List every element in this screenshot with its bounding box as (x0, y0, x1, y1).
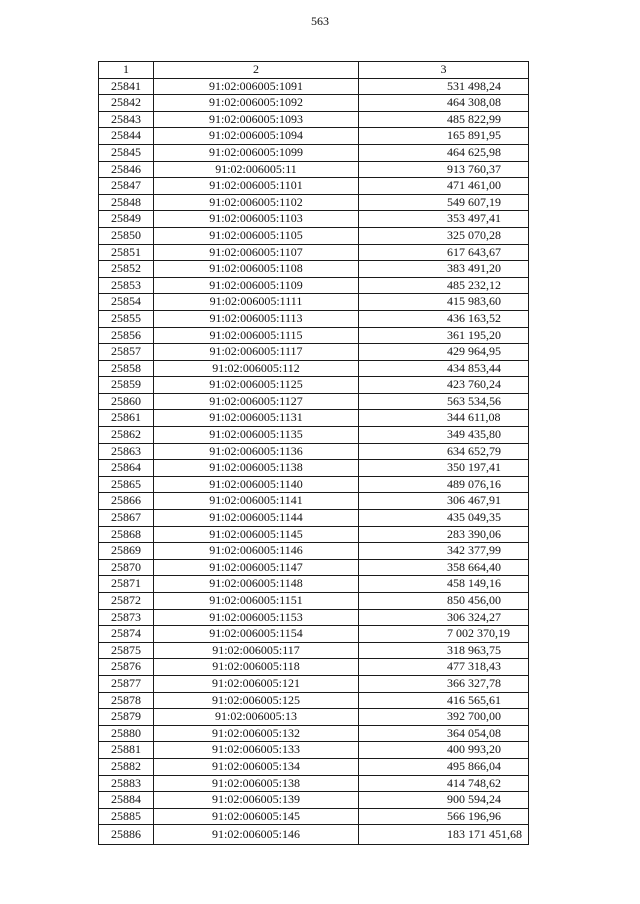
row-number-cell: 25855 (99, 310, 154, 327)
table-row (99, 709, 529, 726)
cadastral-number-cell: 91:02:006005:138 (154, 775, 359, 792)
table-row (99, 261, 529, 278)
table-row (99, 510, 529, 527)
table-row (99, 227, 529, 244)
data-table (98, 61, 529, 845)
row-number-cell: 25880 (99, 725, 154, 742)
table-row (99, 128, 529, 145)
value-cell: 325 070,28 (359, 227, 529, 244)
value-cell: 634 652,79 (359, 443, 529, 460)
table-row (99, 194, 529, 211)
value-cell: 531 498,24 (359, 78, 529, 95)
row-number-cell: 25850 (99, 227, 154, 244)
table-row (99, 211, 529, 228)
row-number-cell: 25852 (99, 261, 154, 278)
row-number-cell: 25871 (99, 576, 154, 593)
value-cell: 392 700,00 (359, 709, 529, 726)
row-number-cell: 25844 (99, 128, 154, 145)
cadastral-number-cell: 91:02:006005:1105 (154, 227, 359, 244)
row-number-cell: 25860 (99, 393, 154, 410)
cadastral-number-cell: 91:02:006005:1093 (154, 111, 359, 128)
table-row (99, 476, 529, 493)
table-row (99, 360, 529, 377)
row-number-cell: 25864 (99, 460, 154, 477)
table-row (99, 327, 529, 344)
table-row (99, 626, 529, 643)
table-row (99, 576, 529, 593)
value-cell: 318 963,75 (359, 642, 529, 659)
cadastral-number-cell: 91:02:006005:1146 (154, 543, 359, 560)
row-number-cell: 25866 (99, 493, 154, 510)
row-number-cell: 25858 (99, 360, 154, 377)
column-header-3: 3 (359, 62, 529, 79)
value-cell: 464 625,98 (359, 144, 529, 161)
cadastral-number-cell: 91:02:006005:112 (154, 360, 359, 377)
value-cell: 383 491,20 (359, 261, 529, 278)
column-header-1: 1 (99, 62, 154, 79)
table-row (99, 593, 529, 610)
table-row (99, 775, 529, 792)
value-cell: 358 664,40 (359, 559, 529, 576)
row-number-cell: 25879 (99, 709, 154, 726)
row-number-cell: 25886 (99, 825, 154, 845)
table-row (99, 792, 529, 809)
header-row (99, 62, 529, 79)
cadastral-number-cell: 91:02:006005:1115 (154, 327, 359, 344)
cadastral-number-cell: 91:02:006005:1091 (154, 78, 359, 95)
value-cell: 471 461,00 (359, 178, 529, 195)
cadastral-number-cell: 91:02:006005:1113 (154, 310, 359, 327)
table-row (99, 393, 529, 410)
row-number-cell: 25869 (99, 543, 154, 560)
cadastral-number-cell: 91:02:006005:1107 (154, 244, 359, 261)
table-row (99, 742, 529, 759)
value-cell: 415 983,60 (359, 294, 529, 311)
cadastral-number-cell: 91:02:006005:118 (154, 659, 359, 676)
row-number-cell: 25870 (99, 559, 154, 576)
value-cell: 349 435,80 (359, 427, 529, 444)
row-number-cell: 25868 (99, 526, 154, 543)
table-row (99, 609, 529, 626)
cadastral-number-cell: 91:02:006005:1145 (154, 526, 359, 543)
table-row (99, 310, 529, 327)
table-row (99, 659, 529, 676)
table-row (99, 111, 529, 128)
value-cell: 563 534,56 (359, 393, 529, 410)
value-cell: 306 324,27 (359, 609, 529, 626)
value-cell: 183 171 451,68 (359, 825, 529, 845)
table-row (99, 825, 529, 845)
table-row (99, 78, 529, 95)
cadastral-number-cell: 91:02:006005:133 (154, 742, 359, 759)
value-cell: 416 565,61 (359, 692, 529, 709)
table-row (99, 559, 529, 576)
row-number-cell: 25874 (99, 626, 154, 643)
cadastral-number-cell: 91:02:006005:139 (154, 792, 359, 809)
row-number-cell: 25843 (99, 111, 154, 128)
table-row (99, 692, 529, 709)
row-number-cell: 25881 (99, 742, 154, 759)
table-row (99, 543, 529, 560)
cadastral-number-cell: 91:02:006005:145 (154, 808, 359, 825)
cadastral-number-cell: 91:02:006005:1117 (154, 344, 359, 361)
cadastral-number-cell: 91:02:006005:1102 (154, 194, 359, 211)
value-cell: 414 748,62 (359, 775, 529, 792)
cadastral-number-cell: 91:02:006005:1108 (154, 261, 359, 278)
value-cell: 435 049,35 (359, 510, 529, 527)
row-number-cell: 25872 (99, 593, 154, 610)
table-row (99, 344, 529, 361)
row-number-cell: 25883 (99, 775, 154, 792)
cadastral-number-cell: 91:02:006005:1154 (154, 626, 359, 643)
row-number-cell: 25857 (99, 344, 154, 361)
cadastral-number-cell: 91:02:006005:1099 (154, 144, 359, 161)
value-cell: 342 377,99 (359, 543, 529, 560)
cadastral-number-cell: 91:02:006005:1138 (154, 460, 359, 477)
table-row (99, 427, 529, 444)
cadastral-number-cell: 91:02:006005:1136 (154, 443, 359, 460)
row-number-cell: 25877 (99, 675, 154, 692)
row-number-cell: 25841 (99, 78, 154, 95)
cadastral-number-cell: 91:02:006005:125 (154, 692, 359, 709)
table-row (99, 642, 529, 659)
value-cell: 436 163,52 (359, 310, 529, 327)
value-cell: 350 197,41 (359, 460, 529, 477)
cadastral-number-cell: 91:02:006005:1147 (154, 559, 359, 576)
row-number-cell: 25856 (99, 327, 154, 344)
cadastral-number-cell: 91:02:006005:1103 (154, 211, 359, 228)
value-cell: 364 054,08 (359, 725, 529, 742)
value-cell: 549 607,19 (359, 194, 529, 211)
cadastral-number-cell: 91:02:006005:117 (154, 642, 359, 659)
value-cell: 434 853,44 (359, 360, 529, 377)
cadastral-number-cell: 91:02:006005:1125 (154, 377, 359, 394)
table-row (99, 294, 529, 311)
value-cell: 566 196,96 (359, 808, 529, 825)
cadastral-number-cell: 91:02:006005:1094 (154, 128, 359, 145)
row-number-cell: 25862 (99, 427, 154, 444)
table-row (99, 526, 529, 543)
table-row (99, 95, 529, 112)
value-cell: 495 866,04 (359, 758, 529, 775)
row-number-cell: 25884 (99, 792, 154, 809)
table-row (99, 244, 529, 261)
row-number-cell: 25853 (99, 277, 154, 294)
table-row (99, 410, 529, 427)
cadastral-number-cell: 91:02:006005:13 (154, 709, 359, 726)
row-number-cell: 25876 (99, 659, 154, 676)
cadastral-number-cell: 91:02:006005:146 (154, 825, 359, 845)
table-row (99, 443, 529, 460)
table-row (99, 675, 529, 692)
value-cell: 366 327,78 (359, 675, 529, 692)
cadastral-number-cell: 91:02:006005:1148 (154, 576, 359, 593)
cadastral-number-cell: 91:02:006005:1111 (154, 294, 359, 311)
row-number-cell: 25859 (99, 377, 154, 394)
cadastral-number-cell: 91:02:006005:11 (154, 161, 359, 178)
row-number-cell: 25865 (99, 476, 154, 493)
value-cell: 353 497,41 (359, 211, 529, 228)
value-cell: 165 891,95 (359, 128, 529, 145)
column-header-2: 2 (154, 62, 359, 79)
row-number-cell: 25873 (99, 609, 154, 626)
row-number-cell: 25845 (99, 144, 154, 161)
table-row (99, 808, 529, 825)
table-row (99, 161, 529, 178)
cadastral-number-cell: 91:02:006005:1127 (154, 393, 359, 410)
table-row (99, 144, 529, 161)
page-number: 563 (311, 14, 329, 28)
cadastral-number-cell: 91:02:006005:1141 (154, 493, 359, 510)
value-cell: 913 760,37 (359, 161, 529, 178)
row-number-cell: 25848 (99, 194, 154, 211)
cadastral-number-cell: 91:02:006005:134 (154, 758, 359, 775)
value-cell: 429 964,95 (359, 344, 529, 361)
row-number-cell: 25875 (99, 642, 154, 659)
table-row (99, 377, 529, 394)
value-cell: 477 318,43 (359, 659, 529, 676)
cadastral-number-cell: 91:02:006005:1109 (154, 277, 359, 294)
value-cell: 344 611,08 (359, 410, 529, 427)
value-cell: 458 149,16 (359, 576, 529, 593)
value-cell: 423 760,24 (359, 377, 529, 394)
cadastral-number-cell: 91:02:006005:1151 (154, 593, 359, 610)
cadastral-number-cell: 91:02:006005:1144 (154, 510, 359, 527)
cadastral-number-cell: 91:02:006005:1153 (154, 609, 359, 626)
value-cell: 850 456,00 (359, 593, 529, 610)
row-number-cell: 25849 (99, 211, 154, 228)
table-row (99, 178, 529, 195)
value-cell: 485 822,99 (359, 111, 529, 128)
cadastral-number-cell: 91:02:006005:1135 (154, 427, 359, 444)
value-cell: 464 308,08 (359, 95, 529, 112)
value-cell: 283 390,06 (359, 526, 529, 543)
table-body (99, 78, 529, 845)
table-row (99, 277, 529, 294)
value-cell: 361 195,20 (359, 327, 529, 344)
cadastral-number-cell: 91:02:006005:1140 (154, 476, 359, 493)
row-number-cell: 25885 (99, 808, 154, 825)
row-number-cell: 25863 (99, 443, 154, 460)
row-number-cell: 25854 (99, 294, 154, 311)
table-row (99, 725, 529, 742)
row-number-cell: 25878 (99, 692, 154, 709)
cadastral-number-cell: 91:02:006005:121 (154, 675, 359, 692)
value-cell: 485 232,12 (359, 277, 529, 294)
cadastral-number-cell: 91:02:006005:132 (154, 725, 359, 742)
value-cell: 617 643,67 (359, 244, 529, 261)
row-number-cell: 25842 (99, 95, 154, 112)
row-number-cell: 25846 (99, 161, 154, 178)
value-cell: 900 594,24 (359, 792, 529, 809)
cadastral-number-cell: 91:02:006005:1131 (154, 410, 359, 427)
row-number-cell: 25867 (99, 510, 154, 527)
cadastral-number-cell: 91:02:006005:1101 (154, 178, 359, 195)
row-number-cell: 25882 (99, 758, 154, 775)
row-number-cell: 25847 (99, 178, 154, 195)
row-number-cell: 25851 (99, 244, 154, 261)
cadastral-number-cell: 91:02:006005:1092 (154, 95, 359, 112)
value-cell: 306 467,91 (359, 493, 529, 510)
table-row (99, 758, 529, 775)
table-row (99, 460, 529, 477)
value-cell: 7 002 370,19 (359, 626, 529, 643)
table-row (99, 493, 529, 510)
row-number-cell: 25861 (99, 410, 154, 427)
value-cell: 400 993,20 (359, 742, 529, 759)
value-cell: 489 076,16 (359, 476, 529, 493)
